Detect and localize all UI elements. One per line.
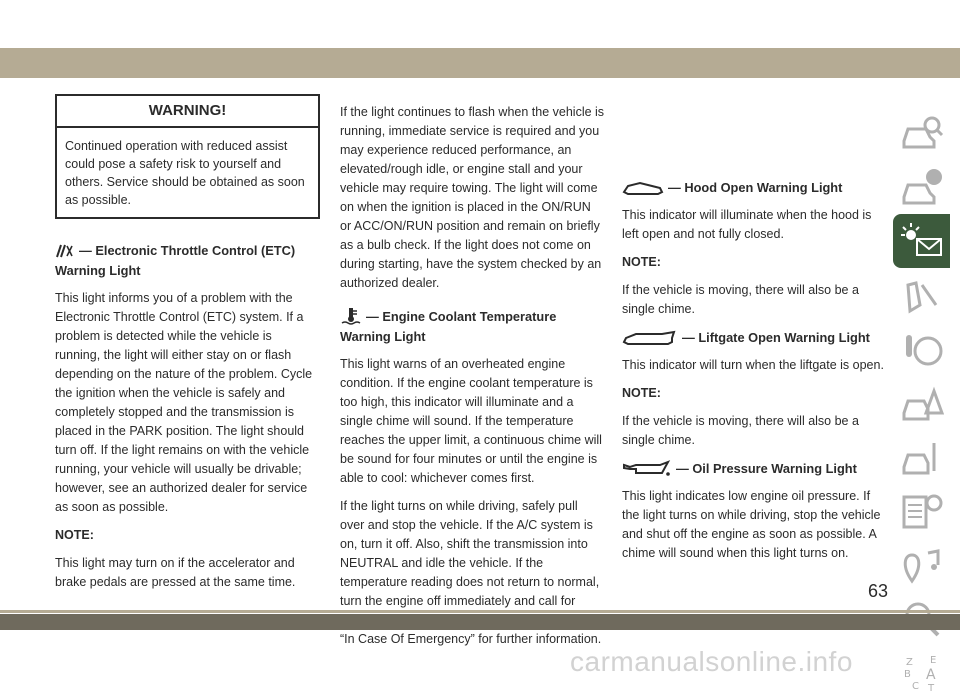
music-location-icon [900,545,944,585]
warning-box [55,94,320,219]
etc-heading-text: — Electronic Throttle Control (ETC) Warning Light [55,243,296,278]
hood-title: — Hood Open Warning Light [668,180,843,195]
etc-paragraph-1: This light informs you of a problem with the Electronic Throttle Control (ETC) system. If a problem is detected while the vehicle is running, the light will either stay on or flash depending on the nature of the problem. Cycle the ignition when the vehicle is safely and completely stopped and the transmission is placed in the PARK position. The light should turn off. If the light remains on with the vehicle running, your vehicle will usually be drivable; however, see an authorized dealer for service as soon as possible. [55,291,313,514]
hood-note: If the vehicle is moving, there will also be a single chime. [622,283,859,316]
alphabet-index-icon [900,653,944,693]
etc-note-label: NOTE: [55,528,94,542]
coolant-temperature-icon [340,307,362,325]
hood-paragraph: This indicator will illuminate when the hood is left open and not fully closed. [622,208,872,241]
oil-paragraph: This light indicates low engine oil pressure. If the light turns on while driving, stop the vehicle and shut off the engine as soon as possible. A chime will sound when this light turns on. [622,489,881,560]
warning-title: WARNING! [57,96,318,128]
footer-rule [0,610,960,613]
svg-text:Z: Z [905,657,913,668]
warning-light-mail-icon [899,221,945,261]
coolant-heading-text: — Engine Coolant Temperature Warning Light [340,309,557,344]
column-left [55,94,320,601]
liftgate-paragraph: This indicator will turn when the liftgate is open. [622,358,884,372]
svg-text:E: E [929,655,936,666]
tab-car-wrench[interactable] [893,430,950,484]
tab-steering-key[interactable] [893,322,950,376]
svg-text:C: C [911,681,919,692]
liftgate-heading [622,328,890,348]
header-band [0,48,960,78]
column-middle [340,103,605,658]
oil-heading-text: — Oil Pressure Warning Light [676,461,857,476]
liftgate-note: If the vehicle is moving, there will also be a single chime. [622,414,859,447]
oil-heading [622,459,890,479]
page-number: 63 [868,581,889,601]
hood-icon [622,180,664,196]
warning-body: Continued operation with reduced assist could pose a safety risk to yourself and others. Service should be obtained as soon as possible. [65,139,305,207]
tab-warning-lights[interactable] [893,214,950,268]
hood-heading-block [622,178,890,198]
etc-paragraph-2: If the light continues to flash when the vehicle is running, immediate service is required and you may experience reduced performance, an elevated/rough idle, or engine stall and your vehicle may require towing. The light will come on when the ignition is placed in the ON/RUN or ACC/ON/RUN position and remain on briefly as a bulb check. If the light does not come on during starting, have the system checked by an authorized dealer. [340,105,605,290]
tab-car-search[interactable] [893,106,950,160]
coolant-paragraph-1: This light warns of an overheated engine condition. If the engine coolant temperature is too high, this indicator will illuminate and a single chime will sound. If the temperature reaches the upper limit, a continuous chime will be sound for four minutes or until the engine is able to cool: whichever comes first. [340,357,602,485]
coolant-paragraph-2: If the light turns on while driving, safely pull over and stop the vehicle. If the A/C system is on, turn it off. Also, shift the transmission into NEUTRAL and idle the vehicle. If the temperature reading does not return to normal, turn the engine off immediately and call for “In Case Of Emergency” for further information. [340,499,602,646]
tab-car-triangle[interactable] [893,376,950,430]
car-search-icon [900,113,944,153]
throttle-icon [55,243,75,259]
column-right-main [622,178,890,572]
car-info-icon [900,167,944,207]
footer-band [0,614,960,630]
car-triangle-icon [900,383,944,423]
etc-heading [55,241,320,281]
svg-text:B: B [903,669,911,680]
tab-car-info[interactable] [893,160,950,214]
list-gear-icon [900,491,944,531]
tab-index[interactable] [893,646,950,700]
coolant-heading [340,307,605,347]
tab-seat-airbag[interactable] [893,268,950,322]
steering-key-icon [900,329,944,369]
seat-airbag-icon [900,275,944,315]
liftgate-note-label: NOTE: [622,386,661,400]
tab-music-location[interactable] [893,538,950,592]
liftgate-heading-text: — Liftgate Open Warning Light [682,330,870,345]
tab-list-gear[interactable] [893,484,950,538]
etc-note: This light may turn on if the accelerator and brake pedals are pressed at the same time. [55,556,296,589]
svg-text:A: A [925,667,936,683]
liftgate-open-icon [622,330,678,346]
watermark: carmanualsonline.info [570,646,853,677]
oil-pressure-icon [622,459,672,477]
hood-note-label: NOTE: [622,255,661,269]
car-wrench-icon [900,437,944,477]
svg-text:T: T [927,683,934,693]
top-margin [0,0,960,48]
